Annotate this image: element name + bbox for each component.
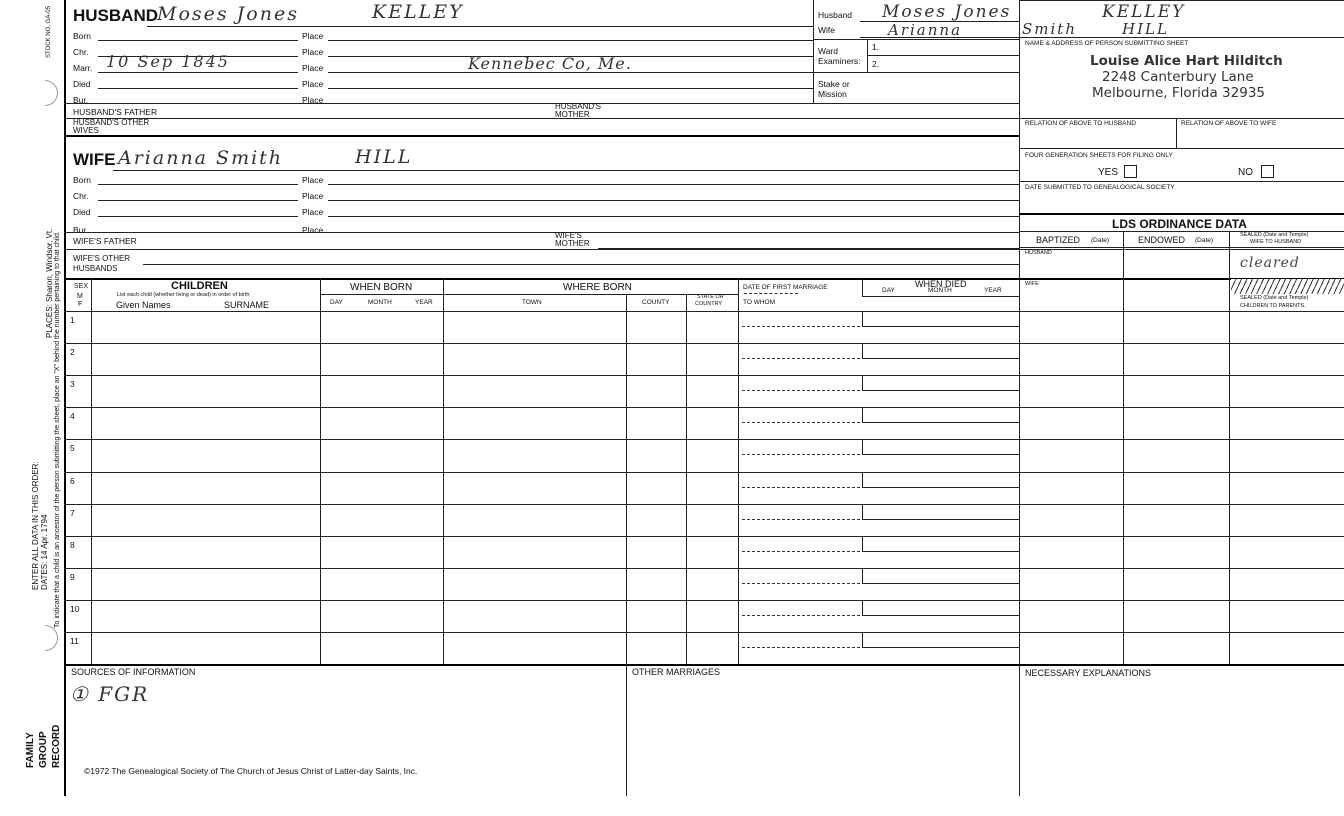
husband-other-wives-label: HUSBAND'S OTHER WIVES bbox=[73, 118, 150, 135]
wife-surname[interactable]: HILL bbox=[355, 146, 413, 168]
first-marriage-dashed-line bbox=[742, 390, 860, 391]
explanations-label: NECESSARY EXPLANATIONS bbox=[1025, 668, 1152, 678]
wife-mother-label: WIFE'S MOTHER bbox=[555, 231, 590, 248]
wife-bur-label: Bur. bbox=[73, 225, 89, 235]
first-marriage-dashed-line bbox=[742, 454, 860, 455]
died-underline bbox=[862, 390, 1019, 391]
submitter-name[interactable]: Louise Alice Hart Hilditch bbox=[1090, 53, 1283, 69]
wife-given-names[interactable]: Arianna Smith bbox=[118, 147, 284, 169]
husband-marriage-place[interactable]: Kennebec Co, Me. bbox=[468, 54, 632, 73]
right-wife-smith[interactable]: Smith bbox=[1022, 20, 1077, 38]
submitter-street[interactable]: 2248 Canterbury Lane bbox=[1102, 69, 1254, 85]
died-divider bbox=[862, 568, 863, 583]
cleared-annotation[interactable]: cleared bbox=[1240, 255, 1300, 271]
baptized-label: BAPTIZED bbox=[1036, 235, 1081, 245]
first-marriage-dashed-line bbox=[742, 422, 860, 423]
table-row[interactable] bbox=[92, 344, 319, 374]
died-underline bbox=[862, 519, 1019, 520]
title-record: RECORD bbox=[51, 724, 62, 768]
wife-died-label: Died bbox=[73, 207, 91, 217]
to-whom-label: TO WHOM bbox=[743, 299, 776, 306]
died-divider bbox=[862, 632, 863, 647]
state-label-2: COUNTRY bbox=[695, 301, 723, 307]
dates-instruction: DATES: 14 Apr. 1794 bbox=[40, 514, 49, 590]
husband-born-place-label: Place bbox=[302, 31, 324, 41]
table-row[interactable] bbox=[92, 569, 319, 599]
submitter-city[interactable]: Melbourne, Florida 32935 bbox=[1092, 85, 1266, 101]
died-month-label: MONTH bbox=[928, 287, 952, 294]
town-label: TOWN bbox=[522, 299, 542, 306]
died-divider bbox=[862, 407, 863, 422]
right-husband-label: Husband bbox=[818, 10, 853, 20]
ancestor-note: To indicate that a child is an ancestor of the person submitting the sheet, place an "X" behind the number pertaining to that child. bbox=[54, 231, 61, 628]
table-row[interactable] bbox=[92, 312, 319, 342]
county-label: COUNTY bbox=[642, 299, 670, 306]
husband-died-label: Died bbox=[73, 79, 91, 89]
child-row-number: 11 bbox=[70, 636, 79, 646]
first-marriage-dashed-line bbox=[742, 551, 860, 552]
child-row-number: 10 bbox=[70, 604, 80, 614]
sex-f-label: F bbox=[78, 301, 83, 308]
child-row-number: 2 bbox=[70, 347, 75, 357]
died-underline bbox=[862, 615, 1019, 616]
first-marriage-dashed-line bbox=[742, 358, 860, 359]
baptized-date-label: (Date) bbox=[1091, 237, 1110, 244]
sealed-children-label-2: CHILDREN TO PARENTS. bbox=[1240, 303, 1306, 309]
first-marriage-dashed-line bbox=[742, 647, 860, 648]
sex-m-label: M bbox=[77, 293, 83, 300]
wife-chr-place-label: Place bbox=[302, 191, 324, 201]
sources-value[interactable]: ① FGR bbox=[70, 682, 150, 706]
husband-surname[interactable]: KELLEY bbox=[372, 1, 464, 23]
title-family: FAMILY bbox=[25, 732, 36, 768]
died-divider bbox=[862, 600, 863, 615]
husband-father-label: HUSBAND'S FATHER bbox=[73, 107, 158, 117]
wife-born-label: Born bbox=[73, 175, 91, 185]
relation-wife-label: RELATION OF ABOVE TO WIFE bbox=[1181, 120, 1277, 127]
punch-hole-top bbox=[45, 80, 58, 106]
table-row[interactable] bbox=[92, 376, 319, 406]
given-names-label: Given Names bbox=[116, 300, 171, 310]
husband-born-label: Born bbox=[73, 31, 91, 41]
table-row[interactable] bbox=[92, 633, 319, 663]
sealed-wife-label-2: WIFE TO HUSBAND bbox=[1250, 239, 1302, 245]
table-row[interactable] bbox=[92, 537, 319, 567]
died-divider bbox=[862, 504, 863, 519]
first-marriage-dashed-line bbox=[742, 487, 860, 488]
sealed-wife-label-1: SEALED (Date and Temple) bbox=[1240, 232, 1309, 238]
born-month-label: MONTH bbox=[368, 299, 392, 306]
died-underline bbox=[862, 647, 1019, 648]
died-underline bbox=[862, 422, 1019, 423]
right-wife-surname[interactable]: HILL bbox=[1122, 20, 1169, 38]
died-underline bbox=[862, 583, 1019, 584]
right-husband-surname[interactable]: KELLEY bbox=[1102, 2, 1186, 22]
died-divider bbox=[862, 472, 863, 487]
husband-bur-place-label: Place bbox=[302, 95, 324, 105]
husband-died-place-label: Place bbox=[302, 79, 324, 89]
child-row-number: 3 bbox=[70, 379, 75, 389]
husband-mother-label: HUSBAND'S MOTHER bbox=[555, 102, 601, 119]
lds-husband-row: HUSBAND bbox=[1025, 250, 1052, 256]
first-marriage-label: DATE OF FIRST MARRIAGE bbox=[743, 284, 828, 291]
husband-marriage-date[interactable]: 10 Sep 1845 bbox=[106, 52, 230, 71]
wife-chr-label: Chr. bbox=[73, 191, 89, 201]
child-row-number: 5 bbox=[70, 443, 75, 453]
died-divider bbox=[862, 343, 863, 358]
when-died-label: WHEN DIED bbox=[915, 279, 967, 289]
stake-label: Stake or bbox=[818, 79, 850, 89]
examiner-1: 1. bbox=[872, 42, 880, 52]
first-marriage-dashed-line bbox=[742, 583, 860, 584]
child-row-number: 4 bbox=[70, 411, 75, 421]
died-underline bbox=[862, 487, 1019, 488]
child-row-number: 7 bbox=[70, 508, 75, 518]
endowed-date-label: (Date) bbox=[1195, 237, 1214, 244]
first-marriage-dashed-line bbox=[742, 519, 860, 520]
husband-chr-place-label: Place bbox=[302, 47, 324, 57]
husband-heading: HUSBAND bbox=[73, 6, 158, 25]
right-wife-name[interactable]: Arianna bbox=[888, 21, 963, 39]
where-born-label: WHERE BORN bbox=[563, 282, 632, 293]
when-born-label: WHEN BORN bbox=[350, 282, 413, 293]
first-marriage-dashed-line bbox=[742, 615, 860, 616]
table-row[interactable] bbox=[92, 408, 319, 438]
born-year-label: YEAR bbox=[415, 299, 433, 306]
husband-marr-label: Marr. bbox=[73, 63, 93, 73]
enter-data-instruction: ENTER ALL DATA IN THIS ORDER: bbox=[31, 461, 40, 590]
four-gen-label: FOUR GENERATION SHEETS FOR FILING ONLY bbox=[1025, 152, 1173, 159]
examiner-2: 2. bbox=[872, 59, 880, 69]
no-label: NO bbox=[1238, 167, 1253, 178]
husband-bur-label: Bur. bbox=[73, 95, 89, 105]
title-group: GROUP bbox=[38, 731, 49, 768]
wife-bur-place-label: Place bbox=[302, 225, 324, 235]
sources-label: SOURCES OF INFORMATION bbox=[71, 667, 196, 677]
child-row-number: 1 bbox=[70, 315, 75, 325]
child-row-number: 6 bbox=[70, 476, 75, 486]
submitter-label: NAME & ADDRESS OF PERSON SUBMITTING SHEET bbox=[1025, 40, 1189, 47]
sealed-children-label-1: SEALED (Date and Temple) bbox=[1240, 295, 1309, 301]
died-divider bbox=[862, 375, 863, 390]
no-checkbox[interactable] bbox=[1261, 165, 1274, 178]
relation-husband-label: RELATION OF ABOVE TO HUSBAND bbox=[1025, 120, 1136, 127]
husband-marr-place-label: Place bbox=[302, 63, 324, 73]
other-marriages-label: OTHER MARRIAGES bbox=[632, 667, 721, 677]
died-underline bbox=[862, 326, 1019, 327]
yes-label: YES bbox=[1098, 167, 1119, 178]
examiners-label: Examiners: bbox=[818, 56, 861, 66]
husband-given-names[interactable]: Moses Jones bbox=[157, 3, 299, 25]
died-day-label: DAY bbox=[882, 287, 895, 294]
sex-label: SEX bbox=[74, 283, 89, 290]
wife-father-label: WIFE'S FATHER bbox=[73, 236, 137, 246]
right-wife-label: Wife bbox=[818, 25, 835, 35]
surname-label: SURNAME bbox=[224, 300, 270, 310]
endowed-label: ENDOWED bbox=[1138, 235, 1185, 245]
table-row[interactable] bbox=[92, 440, 319, 470]
table-row[interactable] bbox=[92, 601, 319, 631]
wife-heading: WIFE bbox=[73, 150, 116, 169]
wife-other-husbands-label: WIFE'S OTHER HUSBANDS bbox=[73, 254, 131, 273]
died-underline bbox=[862, 358, 1019, 359]
child-row-number: 9 bbox=[70, 572, 75, 582]
lds-title: LDS ORDINANCE DATA bbox=[1112, 217, 1247, 231]
copyright-text: ©1972 The Genealogical Society of The Church of Jesus Christ of Latter-day Saints, Inc. bbox=[84, 766, 418, 776]
table-row[interactable] bbox=[92, 505, 319, 535]
right-husband-name[interactable]: Moses Jones bbox=[882, 2, 1012, 22]
mission-label: Mission bbox=[818, 89, 847, 99]
died-divider bbox=[862, 311, 863, 326]
stock-number: STOCK NO. GA-05 bbox=[46, 6, 52, 58]
sealed-hatch bbox=[1231, 279, 1344, 294]
places-instruction: PLACES: Sharon, Windsor, Vt. bbox=[45, 228, 54, 338]
state-label-1: STATE OR bbox=[697, 294, 724, 300]
wife-died-place-label: Place bbox=[302, 207, 324, 217]
ward-label: Ward bbox=[818, 46, 838, 56]
first-marriage-dashed-line bbox=[742, 326, 860, 327]
date-submitted-label: DATE SUBMITTED TO GENEALOGICAL SOCIETY bbox=[1025, 184, 1175, 191]
died-divider bbox=[862, 536, 863, 551]
children-list-note: List each child (whether living or dead) in order of birth bbox=[117, 292, 250, 298]
died-underline bbox=[862, 454, 1019, 455]
table-row[interactable] bbox=[92, 473, 319, 503]
died-underline bbox=[862, 551, 1019, 552]
children-heading: CHILDREN bbox=[171, 280, 228, 292]
husband-chr-label: Chr. bbox=[73, 47, 89, 57]
died-divider bbox=[862, 439, 863, 454]
born-day-label: DAY bbox=[330, 299, 343, 306]
lds-wife-row: WIFE bbox=[1025, 281, 1039, 287]
child-row-number: 8 bbox=[70, 540, 75, 550]
wife-born-place-label: Place bbox=[302, 175, 324, 185]
yes-checkbox[interactable] bbox=[1124, 165, 1137, 178]
died-year-label: YEAR bbox=[984, 287, 1002, 294]
punch-hole-bottom bbox=[45, 625, 58, 651]
